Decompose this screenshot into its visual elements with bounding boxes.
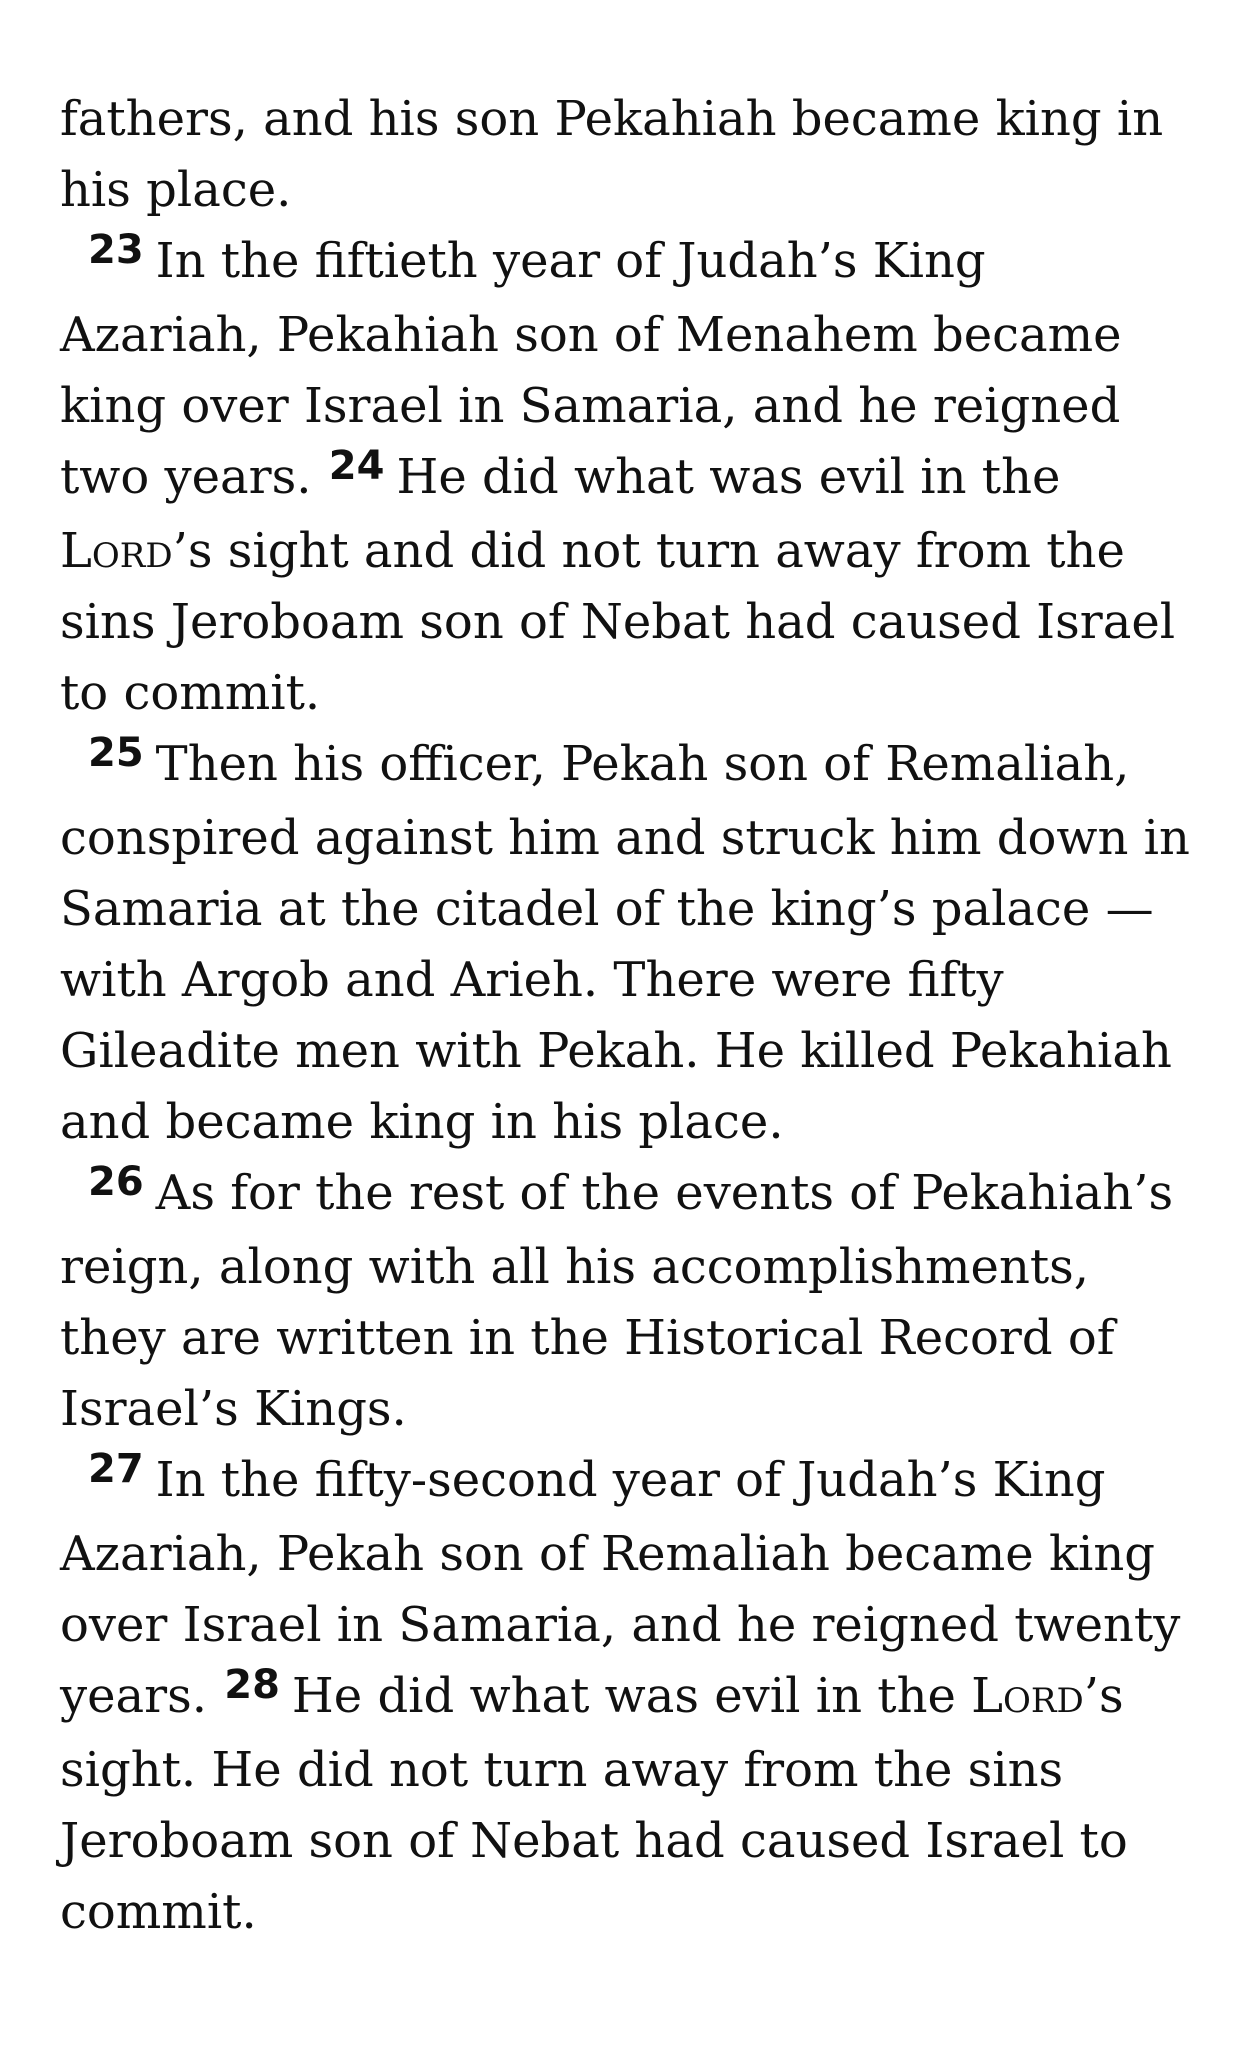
paragraph-verse-25 xyxy=(60,729,1198,1158)
verse-27-text: In the fifty-second year of Judah’s King Azariah, Pekah son of Remaliah became king over Israel in Samaria, and he reigned twenty years. xyxy=(60,1452,1181,1724)
verse-number-28[interactable]: 28 xyxy=(224,1662,280,1708)
verse-28-lord: Lord xyxy=(971,1668,1084,1724)
verse-22-continuation: fathers, and his son Pekahiah became king in his place. xyxy=(60,91,1164,218)
paragraph-continuation xyxy=(60,84,1198,226)
verse-24-lord: Lord xyxy=(60,523,173,579)
verse-23-text: In the fiftieth year of Judah’s King Azariah, Pekahiah son of Menahem became king over Israel in Samaria, and he reigned two years. xyxy=(60,233,1122,505)
verse-number-25[interactable]: 25 xyxy=(88,730,144,776)
paragraph-verse-26 xyxy=(60,1158,1198,1445)
verse-26-text: As for the rest of the events of Pekahiah’s reign, along with all his accomplishments, they are written in the Historical Record of Israel’s Kings. xyxy=(60,1165,1174,1437)
verse-24-text-post: ’s sight and did not turn away from the sins Jeroboam son of Nebat had caused Israel to commit. xyxy=(60,523,1176,721)
paragraph-verses-27-28 xyxy=(60,1445,1198,1948)
verse-number-23[interactable]: 23 xyxy=(88,227,144,273)
verse-number-26[interactable]: 26 xyxy=(88,1159,144,1205)
verse-24-text-pre: He did what was evil in the xyxy=(396,449,1061,505)
verse-25-text: Then his officer, Pekah son of Remaliah, conspired against him and struck him down in Samaria at the citadel of the king’s palace — with Argob and Arieh. There were fifty Gileadite men with Pekah. He killed Pekahiah and became king in his place. xyxy=(60,736,1190,1150)
verse-number-24[interactable]: 24 xyxy=(328,443,385,489)
verse-28-text-post: ’s sight. He did not turn away from the sins Jeroboam son of Nebat had caused Israel to commit. xyxy=(60,1668,1128,1940)
verse-28-text-pre: He did what was evil in the xyxy=(291,1668,956,1724)
paragraph-verses-23-24 xyxy=(60,226,1198,729)
verse-number-27[interactable]: 27 xyxy=(88,1446,144,1492)
